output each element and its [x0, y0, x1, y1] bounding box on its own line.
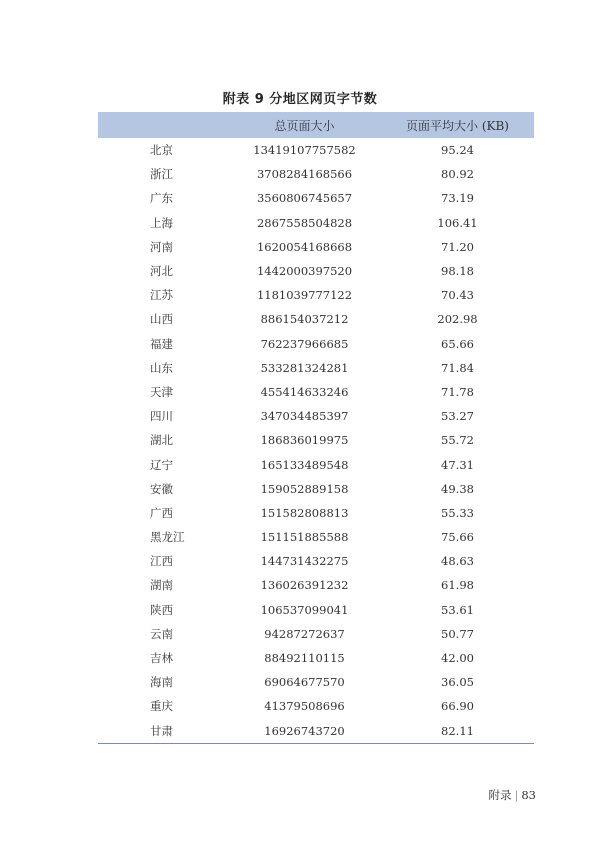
cell-average-size: 49.38 — [441, 481, 474, 496]
cell-average-size: 71.20 — [441, 239, 474, 254]
cell-average-size: 66.90 — [441, 699, 474, 714]
cell-total-size: 94287272637 — [264, 626, 345, 641]
cell-region: 江苏 — [150, 288, 173, 303]
cell-total-size: 455414633246 — [260, 384, 349, 399]
table-row — [98, 380, 534, 404]
cell-region: 福建 — [150, 336, 173, 351]
cell-region: 广西 — [150, 505, 173, 520]
cell-average-size: 71.78 — [441, 384, 474, 399]
footer-section: 附录 — [488, 788, 512, 802]
page-number: 83 — [521, 788, 536, 802]
table-row — [98, 235, 534, 259]
table-row — [98, 549, 534, 573]
table-row — [98, 452, 534, 476]
cell-region: 天津 — [150, 384, 173, 399]
table-row — [98, 428, 534, 452]
table-row — [98, 404, 534, 428]
table-row — [98, 622, 534, 646]
cell-average-size: 65.66 — [441, 336, 474, 351]
table-row — [98, 186, 534, 210]
cell-average-size: 98.18 — [441, 264, 474, 279]
cell-total-size: 88492110115 — [264, 651, 345, 666]
cell-region: 辽宁 — [150, 457, 173, 472]
cell-region: 甘肃 — [150, 723, 173, 738]
cell-total-size: 886154037212 — [260, 312, 349, 327]
data-table — [98, 112, 534, 743]
cell-region: 山东 — [150, 360, 173, 375]
table-row — [98, 670, 534, 694]
cell-average-size: 106.41 — [437, 215, 478, 230]
cell-total-size: 165133489548 — [260, 457, 349, 472]
header-average-size: 页面平均大小 (KB) — [406, 118, 509, 133]
table-header-row — [98, 112, 534, 138]
cell-average-size: 47.31 — [441, 457, 474, 472]
cell-average-size: 48.63 — [441, 554, 474, 569]
cell-region: 吉林 — [150, 651, 173, 666]
table-title: 附表 9 分地区网页字节数 — [222, 92, 378, 107]
cell-average-size: 73.19 — [441, 191, 474, 206]
cell-total-size: 16926743720 — [264, 723, 345, 738]
cell-average-size: 53.61 — [441, 602, 474, 617]
cell-average-size: 82.11 — [441, 723, 474, 738]
cell-average-size: 50.77 — [441, 626, 474, 641]
cell-region: 安徽 — [150, 481, 173, 496]
cell-total-size: 3560806745657 — [256, 191, 353, 206]
cell-total-size: 41379508696 — [264, 699, 345, 714]
cell-average-size: 95.24 — [441, 143, 474, 158]
cell-average-size: 36.05 — [441, 675, 474, 690]
cell-total-size: 144731432275 — [260, 554, 349, 569]
cell-region: 上海 — [150, 215, 173, 230]
cell-average-size: 80.92 — [441, 167, 474, 182]
cell-region: 湖南 — [150, 578, 173, 593]
cell-total-size: 3708284168566 — [256, 167, 353, 182]
cell-total-size: 106537099041 — [260, 602, 349, 617]
cell-average-size: 53.27 — [441, 409, 474, 424]
cell-region: 浙江 — [150, 167, 173, 182]
cell-average-size: 42.00 — [441, 651, 474, 666]
cell-region: 陕西 — [150, 602, 173, 617]
cell-total-size: 1181039777122 — [256, 288, 353, 303]
table-row — [98, 162, 534, 186]
cell-region: 四川 — [150, 409, 173, 424]
cell-average-size: 75.66 — [441, 530, 474, 545]
cell-region: 江西 — [150, 554, 173, 569]
cell-total-size: 13419107757582 — [253, 143, 356, 158]
cell-region: 河南 — [150, 239, 173, 254]
table-row — [98, 138, 534, 162]
cell-total-size: 533281324281 — [260, 360, 349, 375]
table-row — [98, 598, 534, 622]
cell-total-size: 136026391232 — [260, 578, 349, 593]
table-header — [98, 112, 534, 138]
cell-region: 河北 — [150, 264, 173, 279]
table-row — [98, 646, 534, 670]
cell-total-size: 762237966685 — [260, 336, 349, 351]
cell-total-size: 347034485397 — [260, 409, 349, 424]
table-row — [98, 477, 534, 501]
cell-total-size: 1620054168668 — [256, 239, 353, 254]
cell-total-size: 151582808813 — [260, 505, 349, 520]
cell-total-size: 2867558504828 — [256, 215, 353, 230]
table-body — [98, 138, 534, 743]
cell-average-size: 55.33 — [441, 505, 474, 520]
table-row — [98, 694, 534, 718]
page-footer — [488, 787, 536, 803]
table-row — [98, 356, 534, 380]
table-row — [98, 283, 534, 307]
header-total-size: 总页面大小 — [274, 118, 335, 133]
table-bottom-rule — [98, 743, 534, 744]
cell-region: 湖北 — [150, 433, 173, 448]
table-row — [98, 332, 534, 356]
cell-total-size: 186836019975 — [260, 433, 349, 448]
cell-region: 重庆 — [150, 699, 173, 714]
cell-region: 北京 — [150, 143, 173, 158]
cell-region: 广东 — [150, 191, 173, 206]
cell-average-size: 55.72 — [441, 433, 474, 448]
cell-average-size: 70.43 — [441, 288, 474, 303]
cell-average-size: 61.98 — [441, 578, 474, 593]
cell-total-size: 159052889158 — [260, 481, 349, 496]
footer-separator: | — [514, 788, 519, 802]
cell-total-size: 151151885588 — [260, 530, 349, 545]
cell-total-size: 1442000397520 — [256, 264, 353, 279]
cell-average-size: 71.84 — [441, 360, 474, 375]
cell-average-size: 202.98 — [437, 312, 478, 327]
table-row — [98, 719, 534, 743]
table-row — [98, 211, 534, 235]
cell-region: 山西 — [150, 312, 173, 327]
table-row — [98, 307, 534, 331]
cell-total-size: 69064677570 — [264, 675, 345, 690]
table-row — [98, 501, 534, 525]
header-region — [98, 112, 228, 138]
cell-region: 黑龙江 — [150, 530, 185, 545]
table-row — [98, 573, 534, 597]
cell-region: 海南 — [150, 675, 173, 690]
table-row — [98, 525, 534, 549]
data-table-container — [98, 112, 534, 744]
table-row — [98, 259, 534, 283]
cell-region: 云南 — [150, 626, 173, 641]
